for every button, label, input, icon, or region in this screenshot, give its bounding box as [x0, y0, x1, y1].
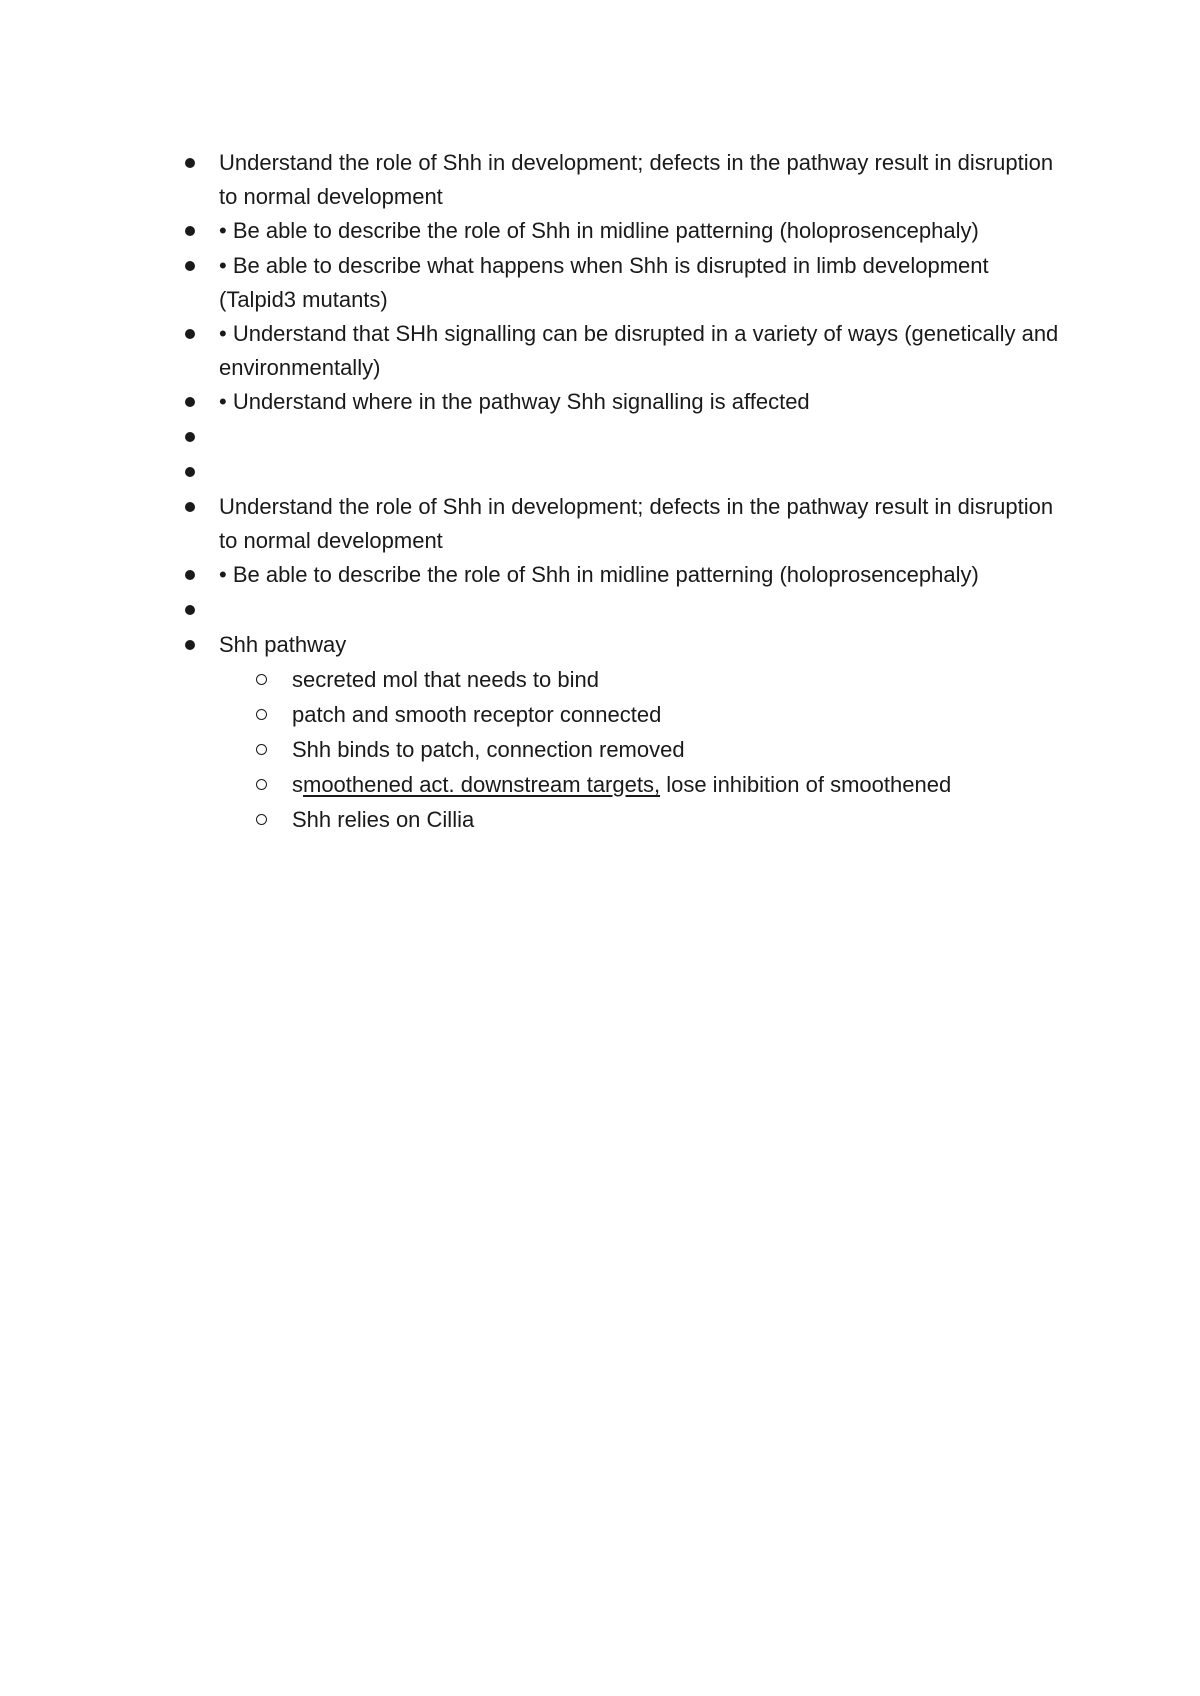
sub-list-item-text: Shh binds to patch, connection removed: [292, 737, 685, 762]
list-item: [0, 558, 1200, 593]
list-item-text: Understand the role of Shh in development; defects in the pathway result in disruption to normal development: [219, 494, 1054, 553]
sub-list-item: [0, 663, 1200, 698]
sub-list-item: [0, 733, 1200, 768]
circle-bullet-icon: [256, 674, 267, 685]
list-item-text: Shh pathway: [219, 632, 347, 657]
circle-bullet-icon: [256, 814, 267, 825]
list-item: [0, 249, 1200, 317]
sub-list-item: [0, 768, 1200, 803]
sub-list-item-text: [292, 768, 1052, 802]
list-item: [0, 146, 1200, 214]
text-prefix: s: [292, 772, 303, 797]
bullet-icon: [185, 397, 195, 407]
list-item-text: • Understand where in the pathway Shh signalling is affected: [219, 389, 810, 414]
sub-list-item: [0, 803, 1200, 838]
bullet-icon: [185, 570, 195, 580]
sub-list-item: [0, 698, 1200, 733]
bullet-list: [0, 146, 1200, 838]
list-item: [0, 628, 1200, 663]
underlined-text: moothened act. downstream targets,: [303, 772, 661, 797]
empty-list-item: [0, 593, 1200, 628]
bullet-icon: [185, 640, 195, 650]
list-item-text: • Be able to describe the role of Shh in midline patterning (holoprosencephaly): [219, 562, 979, 587]
list-item: [0, 214, 1200, 249]
list-item-text: • Be able to describe the role of Shh in midline patterning (holoprosencephaly): [219, 218, 979, 243]
circle-bullet-icon: [256, 744, 267, 755]
sub-list-item-text: patch and smooth receptor connected: [292, 702, 662, 727]
list-item-text: • Be able to describe what happens when Shh is disrupted in limb development (Talpid3 mutants): [219, 253, 989, 312]
empty-list-item: [0, 455, 1200, 490]
circle-bullet-icon: [256, 779, 267, 790]
bullet-icon: [185, 329, 195, 339]
list-item-text: Understand the role of Shh in development; defects in the pathway result in disruption to normal development: [219, 150, 1054, 209]
sub-list-item-text: Shh relies on Cillia: [292, 807, 475, 832]
bullet-icon: [185, 226, 195, 236]
bullet-icon: [185, 502, 195, 512]
bullet-icon: [185, 432, 195, 442]
bullet-icon: [185, 158, 195, 168]
text-suffix: lose inhibition of smoothened: [660, 772, 952, 797]
bullet-icon: [185, 467, 195, 477]
empty-list-item: [0, 420, 1200, 455]
list-item: [0, 317, 1200, 385]
list-item-text: • Understand that SHh signalling can be disrupted in a variety of ways (genetically and environmentally): [219, 321, 1059, 380]
list-item: [0, 385, 1200, 420]
sub-list-item-text: secreted mol that needs to bind: [292, 667, 599, 692]
circle-bullet-icon: [256, 709, 267, 720]
list-item: [0, 490, 1200, 558]
bullet-icon: [185, 261, 195, 271]
bullet-icon: [185, 605, 195, 615]
